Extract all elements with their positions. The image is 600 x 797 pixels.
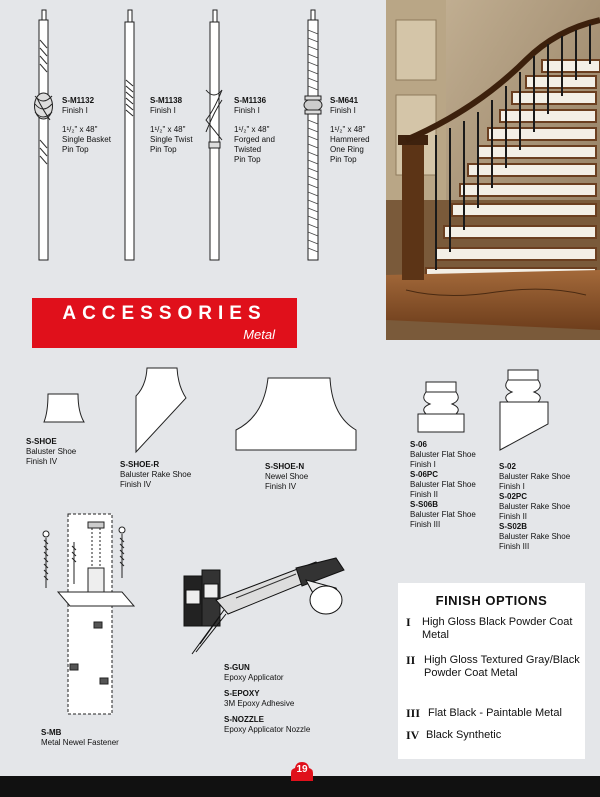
finish-text: Black Synthetic xyxy=(426,729,502,741)
product-code: S-06 xyxy=(410,440,427,449)
finish-numeral: III xyxy=(406,706,421,720)
finish-numeral: II xyxy=(406,653,416,667)
product-code: S-NOZZLE xyxy=(224,715,264,724)
baluster-finish: Finish I xyxy=(330,106,356,115)
label-s-shoe-n xyxy=(265,462,308,492)
baluster-size: 1¹/₂" x 48" xyxy=(62,125,98,134)
shoes-illustration xyxy=(0,360,600,470)
gun-items-labels xyxy=(224,663,310,735)
baluster-label-s-m1138 xyxy=(150,96,193,155)
label-s-06-group xyxy=(410,440,476,530)
product-code: S-EPOXY xyxy=(224,689,260,698)
finish-numeral: IV xyxy=(406,728,420,742)
product-code: S-SHOE xyxy=(26,437,57,446)
baluster-desc: One Ring xyxy=(330,145,364,154)
finish-options-box xyxy=(398,583,585,759)
baluster-s-m1132-drawing xyxy=(35,10,53,260)
product-desc: Epoxy Applicator xyxy=(224,673,284,682)
product-code: S-MB xyxy=(41,728,62,737)
label-s-shoe-r xyxy=(120,460,191,490)
baluster-s-m1136-drawing xyxy=(206,10,222,260)
finish-option-2 xyxy=(406,654,581,698)
baluster-size: 1¹/₂" x 48" xyxy=(150,125,186,134)
label-s-shoe xyxy=(26,437,76,467)
product-desc: Baluster Shoe xyxy=(26,447,77,456)
product-desc: 3M Epoxy Adhesive xyxy=(224,699,295,708)
baluster-label-s-m641 xyxy=(330,96,370,165)
product-finish: Finish III xyxy=(410,520,441,529)
product-code: S-02 xyxy=(499,462,516,471)
finish-numeral: I xyxy=(406,615,411,629)
product-finish: Finish IV xyxy=(265,482,297,491)
product-finish: Finish IV xyxy=(120,480,152,489)
shoe-s-02-drawing xyxy=(500,370,548,450)
product-desc: Baluster Rake Shoe xyxy=(120,470,192,479)
product-desc: Baluster Rake Shoe xyxy=(499,502,571,511)
product-desc: Baluster Rake Shoe xyxy=(499,472,571,481)
product-desc: Metal Newel Fastener xyxy=(41,738,119,747)
baluster-finish: Finish I xyxy=(150,106,176,115)
baluster-finish: Finish I xyxy=(234,106,260,115)
finish-options-title: FINISH OPTIONS xyxy=(435,593,548,608)
newel-fastener-drawing xyxy=(30,508,150,723)
staircase-photo xyxy=(386,0,600,340)
baluster-size: 1¹/₂" x 48" xyxy=(330,125,366,134)
product-finish: Finish IV xyxy=(26,457,58,466)
product-finish: Finish II xyxy=(410,490,439,499)
product-finish: Finish II xyxy=(499,512,528,521)
product-code: S-S06B xyxy=(410,500,439,509)
shoe-s-shoe-drawing xyxy=(44,394,84,422)
product-code: S-S02B xyxy=(499,522,528,531)
baluster-desc: Pin Top xyxy=(330,155,357,164)
baluster-desc: Hammered xyxy=(330,135,370,144)
banner-subtitle: Metal xyxy=(243,327,275,342)
accessories-banner xyxy=(32,298,297,348)
product-finish: Finish I xyxy=(410,460,436,469)
shoe-s-06-drawing xyxy=(418,382,464,432)
baluster-code: S-M1132 xyxy=(62,96,95,105)
finish-text: High Gloss Black Powder Coat Metal xyxy=(422,616,573,641)
baluster-desc: Pin Top xyxy=(62,145,89,154)
baluster-desc: Single Basket xyxy=(62,135,111,144)
banner-title: ACCESSORIES xyxy=(62,303,267,324)
product-desc: Newel Shoe xyxy=(265,472,309,481)
baluster-code: S-M1138 xyxy=(150,96,183,105)
finish-text: High Gloss Textured Gray/Black Powder Coat Metal xyxy=(424,654,580,679)
epoxy-gun-drawing xyxy=(176,540,376,660)
baluster-desc: Pin Top xyxy=(234,155,261,164)
baluster-s-m641-drawing xyxy=(304,10,322,260)
baluster-desc: Forged and xyxy=(234,135,275,144)
product-finish: Finish III xyxy=(499,542,530,551)
baluster-code: S-M641 xyxy=(330,96,359,105)
label-s-mb xyxy=(41,728,119,748)
balusters-illustration xyxy=(0,0,386,290)
baluster-label-s-m1132 xyxy=(62,96,111,155)
baluster-desc: Pin Top xyxy=(150,145,177,154)
finish-option-1 xyxy=(406,616,581,646)
product-desc: Baluster Flat Shoe xyxy=(410,450,476,459)
product-code: S-02PC xyxy=(499,492,528,501)
finish-text: Flat Black - Paintable Metal xyxy=(428,707,562,719)
baluster-size: 1¹/₂" x 48" xyxy=(234,125,270,134)
page-number-badge xyxy=(287,759,317,783)
baluster-code: S-M1136 xyxy=(234,96,267,105)
baluster-desc: Single Twist xyxy=(150,135,193,144)
product-desc: Baluster Rake Shoe xyxy=(499,532,571,541)
product-desc: Baluster Flat Shoe xyxy=(410,480,476,489)
product-desc: Baluster Flat Shoe xyxy=(410,510,476,519)
baluster-label-s-m1136 xyxy=(234,96,275,165)
baluster-s-m1138-drawing xyxy=(125,10,134,260)
baluster-desc: Twisted xyxy=(234,145,262,154)
product-desc: Epoxy Applicator Nozzle xyxy=(224,725,311,734)
shoe-s-shoe-n-drawing xyxy=(236,378,356,450)
product-code: S-GUN xyxy=(224,663,250,672)
product-finish: Finish I xyxy=(499,482,525,491)
product-code: S-SHOE-N xyxy=(265,462,305,471)
label-s-02-group xyxy=(499,462,570,552)
shoe-s-shoe-r-drawing xyxy=(136,368,186,452)
baluster-finish: Finish I xyxy=(62,106,88,115)
product-code: S-06PC xyxy=(410,470,439,479)
page-number: 19 xyxy=(296,764,308,775)
product-code: S-SHOE-R xyxy=(120,460,160,469)
